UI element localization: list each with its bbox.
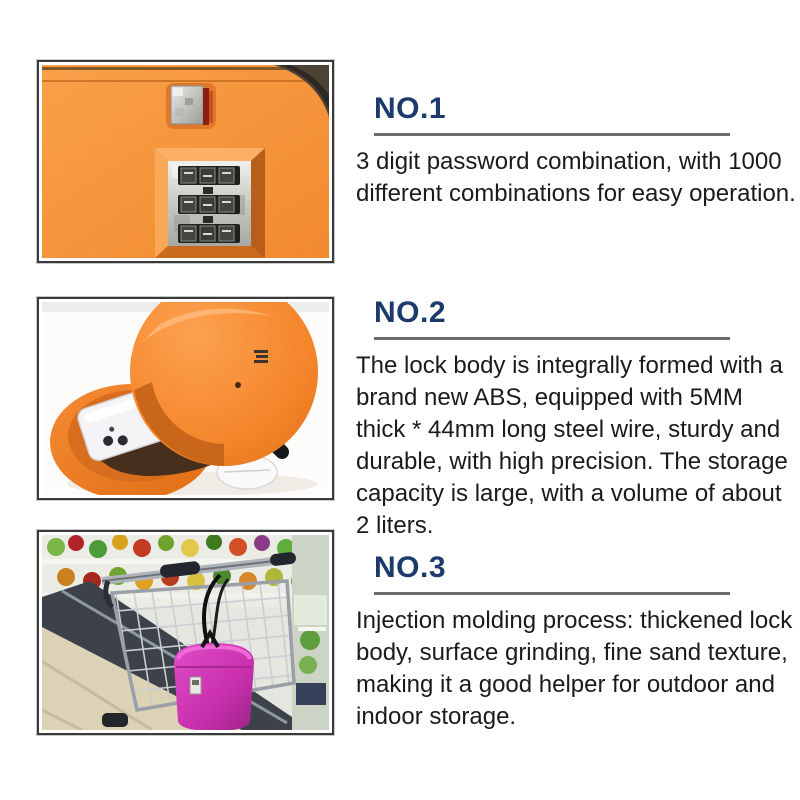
photo-open-box: [37, 297, 334, 500]
lid-logo: [254, 350, 268, 363]
section-1: [356, 92, 798, 210]
section-1-body: 3 digit password combination, with 1000 different combinations for easy operation.: [356, 148, 796, 207]
magenta-lock-box: [174, 633, 254, 730]
section-2-body: The lock body is integrally formed with a brand new ABS, equipped with 5MM thick * 44mm long steel wire, sturdy and durable, with high precision. The storage capacity is large, with a volume of about 2 liters.: [356, 352, 788, 539]
shopping-cart-illustration: [42, 535, 329, 730]
section-3: [356, 551, 798, 733]
section-3-heading: NO.3: [374, 551, 447, 584]
photo-lock-dials: [37, 60, 334, 263]
section-2: [356, 296, 798, 542]
section-1-heading: NO.1: [374, 92, 447, 125]
open-lock-box-illustration: [42, 302, 329, 495]
orange-lock-dials-illustration: [42, 65, 329, 258]
section-2-heading: NO.2: [374, 296, 447, 329]
combination-dial-rows: [178, 166, 240, 243]
photo-shopping-cart: [37, 530, 334, 735]
section-1-rule: [374, 133, 730, 136]
section-2-rule: [374, 337, 730, 340]
section-3-rule: [374, 592, 730, 595]
section-3-body: Injection molding process: thickened lock body, surface grinding, fine sand texture, making it a good helper for outdoor and indoor storage.: [356, 607, 793, 730]
